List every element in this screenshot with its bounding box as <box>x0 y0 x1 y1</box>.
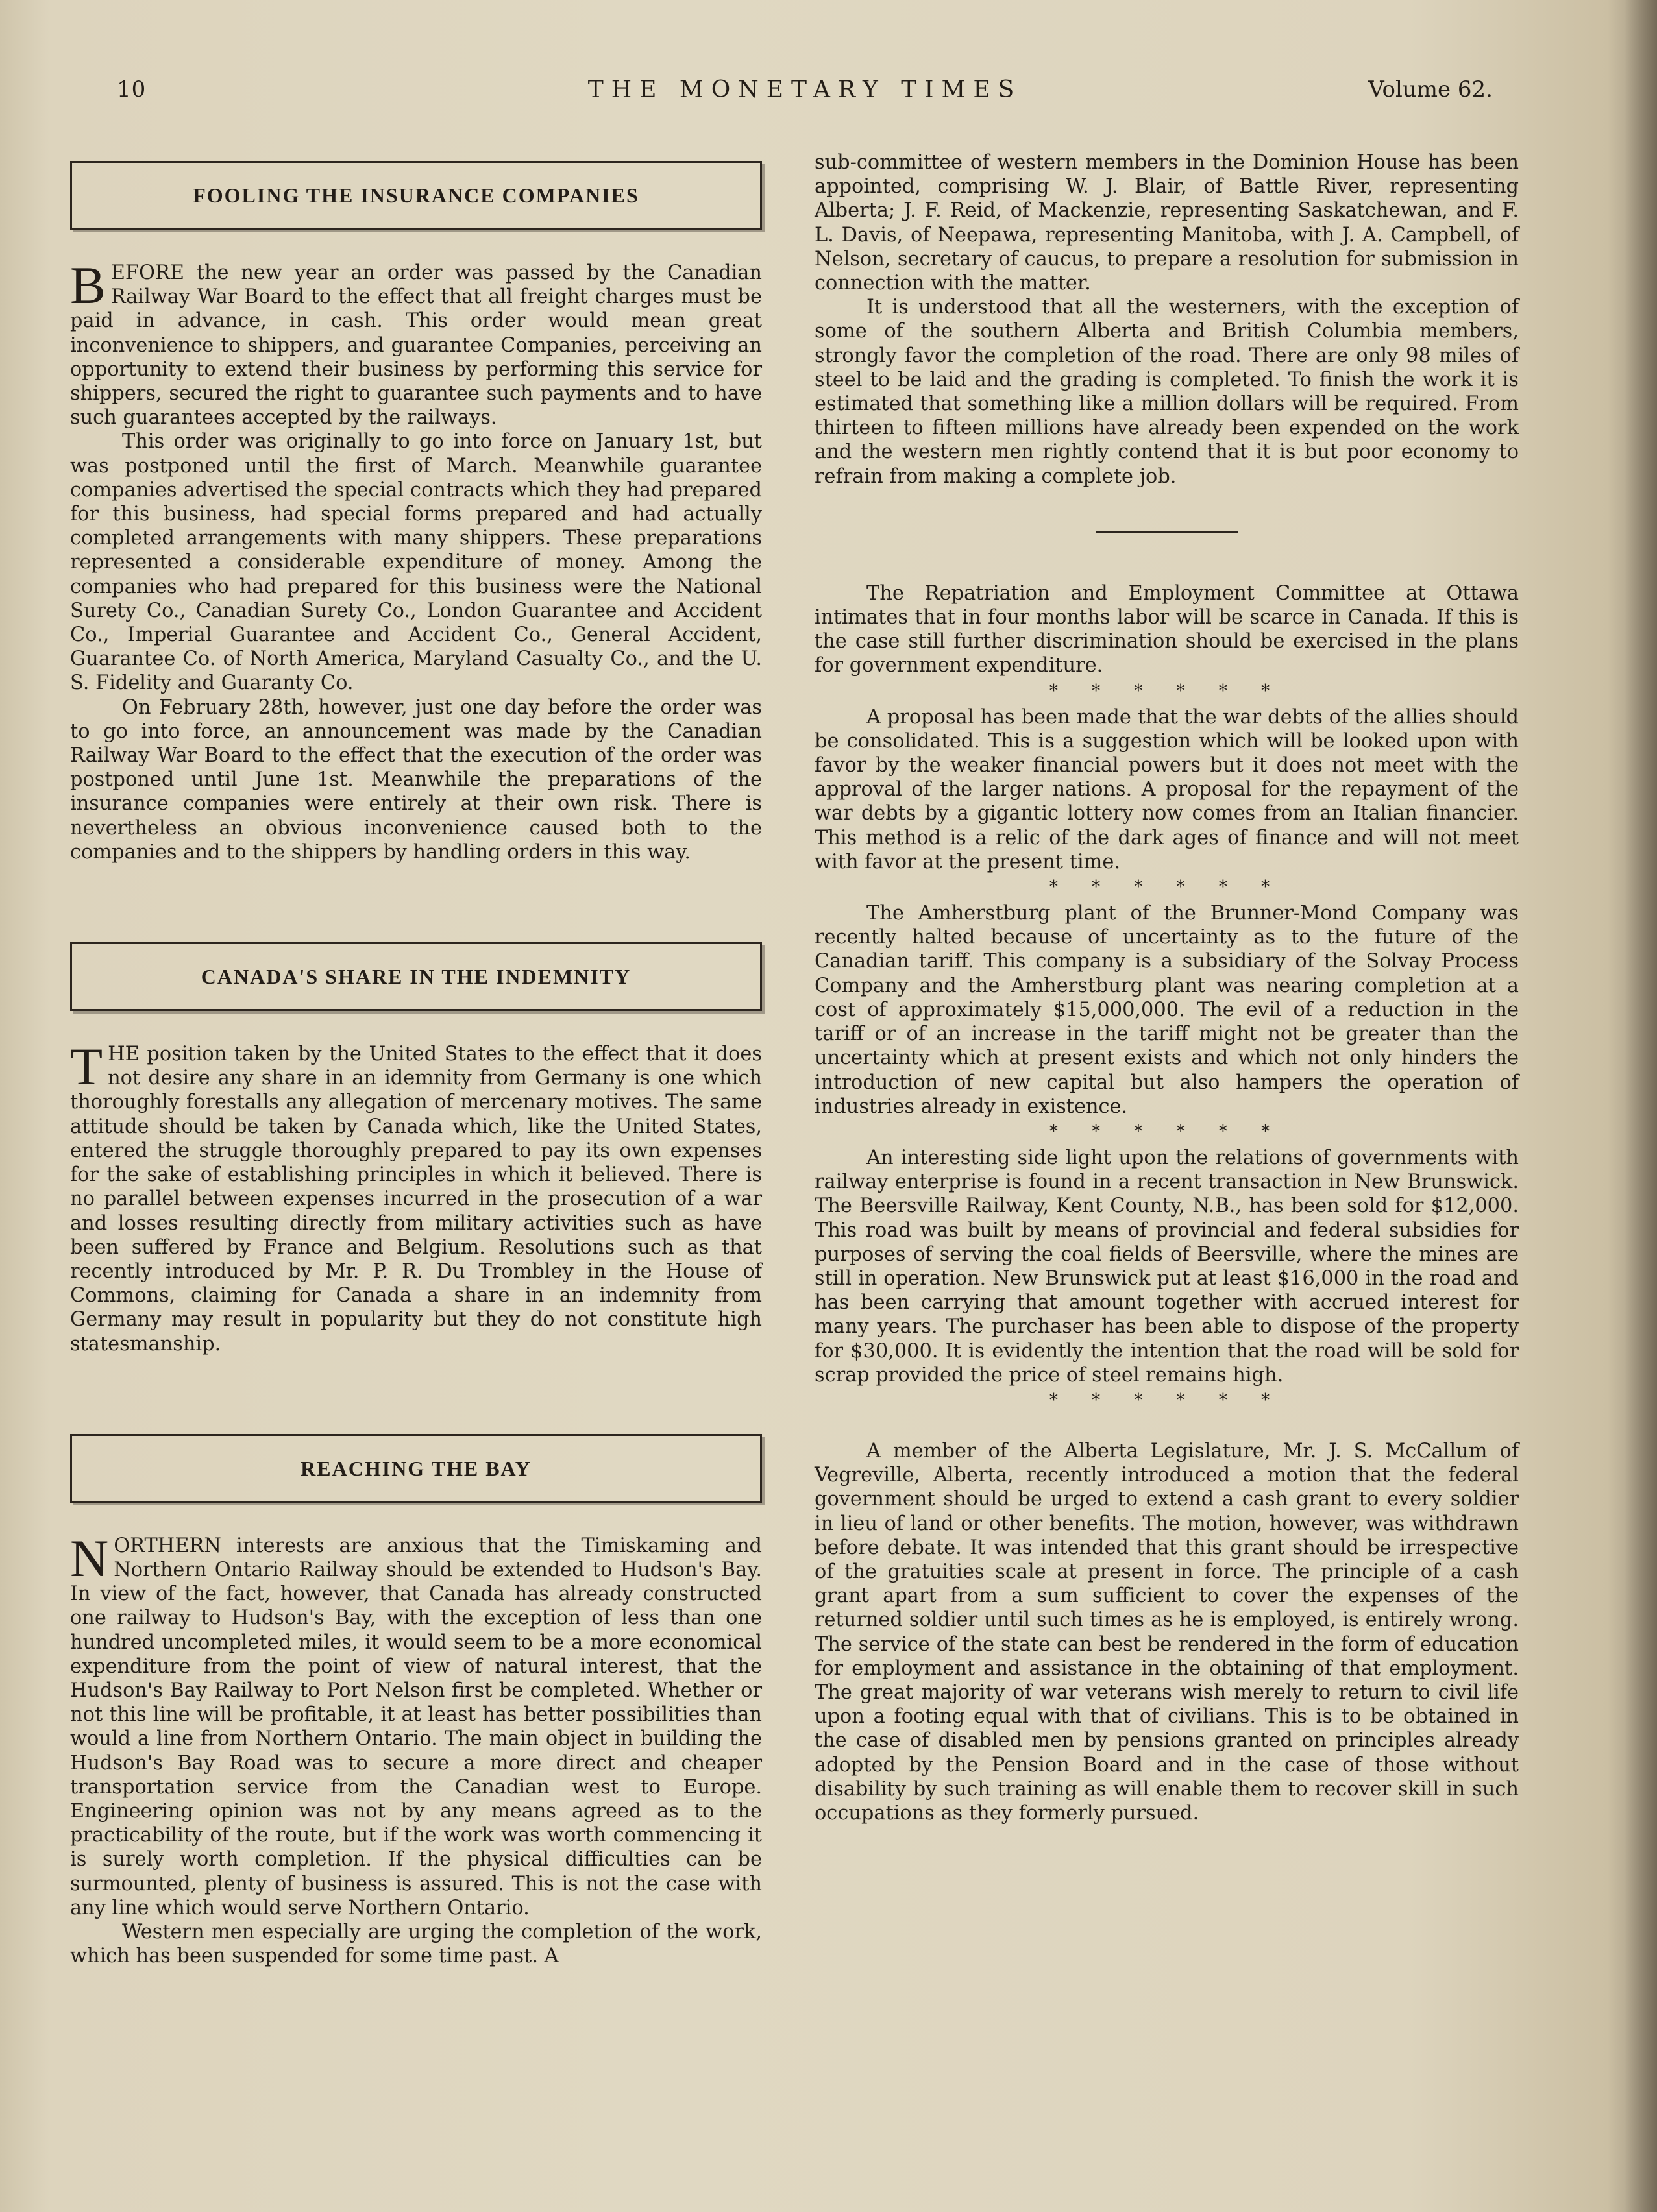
drop-cap: B <box>70 256 106 315</box>
drop-cap: N <box>70 1528 109 1588</box>
paragraph-text: HE position taken by the United States to the effect that it does not desire any share in an idemnity from Germany is one which thoroughly forestalls any allegation of mercenary motives. The same attitude should be taken by Canada which, like the United States, entered the struggle thoroughly prepared to pay its own expenses for the sake of establishing principles in which it believed. There is no parallel between expenses incurred in the prosecution of a war and losses resulting directly from military activities such as have been suffered by France and Belgium. Resolutions such as that recently introduced by Mr. P. R. Du Trombley in the House of Commons, claiming for Canada a share in an indemnity from Germany may result in popularity but they do not constitute high statesmanship. <box>70 1043 762 1355</box>
item-spacer <box>815 1415 1519 1439</box>
article-paragraph <box>70 1037 762 1356</box>
news-item: An interesting side light upon the relations of governments with railway enterprise is found in a recent transaction in New Brunswick. The Beersville Railway, Kent County, N.B., has been sold for $12,000. This road was built by means of provincial and federal subsidies for purposes of serving the coal fields of Beersville, where the mines are still in operation. New Brunswick put at least $16,000 in the road and has been carrying that amount together with accrued interest for many years. The purchaser has been able to dispose of the property for $30,000. It is evidently the intention that the road will be sold for scrap provided the price of steel remains high. <box>815 1146 1519 1387</box>
article-paragraph-continued: sub-committee of western members in the Dominion House has been appointed, comprising W. J. Blair, of Battle River, representing Alberta; J. F. Reid, of Mackenzie, representing Saskatchewan, and F. L. Davis, of Neepawa, representing Manitoba, with J. A. Campbell, of Nelson, secretary of caucus, to prepare a resolution for submission in connection with the matter. <box>815 151 1519 295</box>
star-separator: * * * * * * <box>1049 1390 1284 1410</box>
news-item: The Amherstburg plant of the Brunner-Mond Company was recently halted because of uncertainty as to the future of the Canadian tariff. This company is a subsidiary of the Solvay Process Company and the Amherstburg plant was nearing completion at a cost of approximately $15,000,000. The evil of a reduction in the tariff or of an increase in the tariff might not be greater than the uncertainty which at present exists and which not only hinders the introduction of new capital but also hampers the operation of industries already in existence. <box>815 902 1519 1118</box>
section-divider-rule <box>1096 531 1238 533</box>
section-spacer <box>70 1356 762 1434</box>
section-heading-reaching-bay: REACHING THE BAY <box>70 1434 762 1503</box>
section-heading-canada-indemnity: CANADA'S SHARE IN THE INDEMNITY <box>70 942 762 1011</box>
news-item: A proposal has been made that the war debts of the allies should be consolidated. This is a suggestion which will be looked upon with favor by the weaker financial powers but it does not meet with the approval of the larger nations. A proposal for the repayment of the war debts by a gigantic lottery now comes from an Italian financier. This method is a relic of the dark ages of finance and will not meet with favor at the present time. <box>815 705 1519 873</box>
article-paragraph <box>70 256 762 430</box>
star-separator: * * * * * * <box>1049 681 1284 701</box>
binding-shadow <box>1625 0 1657 2212</box>
article-paragraph: This order was originally to go into force on January 1st, but was postponed until the first of March. Meanwhile guarantee companies advertised the special contracts which they had prepared for this business, had special forms prepared and had actually completed arrangements with many shippers. These preparations represented a considerable expenditure of money. Among the companies who had prepared for this business were the National Surety Co., Canadian Surety Co., London Guarantee and Accident Co., Imperial Guarantee and Accident Co., General Accident, Guarantee Co. of North America, Maryland Casualty Co., and the U. S. Fidelity and Guaranty Co. <box>70 430 762 695</box>
journal-title: THE MONETARY TIMES <box>587 77 1022 103</box>
section-spacer <box>70 864 762 942</box>
article-paragraph: On February 28th, however, just one day before the order was to go into force, an announcement was made by the Canadian Railway War Board to the effect that the execution of the order was postponed until June 1st. Meanwhile the preparations of the insurance companies were entirely at their own risk. There is nevertheless an obvious inconvenience caused both to the companies and to the shippers by handling orders in this way. <box>70 696 762 864</box>
section-heading-fooling-insurance: FOOLING THE INSURANCE COMPANIES <box>70 161 762 230</box>
volume-label: Volume 62. <box>1368 77 1493 103</box>
news-item: The Repatriation and Employment Committee at Ottawa intimates that in four months labor will be scarce in Canada. If this is the case still further discrimination should be exercised in the plans for government expenditure. <box>815 581 1519 677</box>
article-paragraph: It is understood that all the westerners, with the exception of some of the southern Alberta and British Columbia members, strongly favor the completion of the road. There are only 98 miles of steel to be laid and the grading is completed. To finish the work it is estimated that something like a million dollars will be required. From thirteen to fifteen millions have already been expended on the work and the western men rightly contend that it is but poor economy to refrain from making a complete job. <box>815 296 1519 488</box>
star-separator: * * * * * * <box>1049 877 1284 897</box>
article-paragraph <box>70 1528 762 1920</box>
paragraph-text: EFORE the new year an order was passed by the Canadian Railway War Board to the effect that all freight charges must be paid in advance, in cash. This order would mean great inconvenience to shippers, and guarantee Companies, perceiving an opportunity to extend their business by performing this service for shippers, secured the right to guarantee such payments and to have such guarantees accepted by the railways. <box>70 261 762 430</box>
right-column <box>815 151 1519 1825</box>
news-item: A member of the Alberta Legislature, Mr. J. S. McCallum of Vegreville, Alberta, recently introduced a motion that the federal government should be urged to extend a cash grant to every soldier in lieu of land or other benefits. The motion, however, was withdrawn before debate. It was intended that this grant should be irrespective of the gratuities scale at present in force. The principle of a cash grant apart from a sum sufficient to cover the expenses of the returned soldier until such times as he is employed, is entirely wrong. The service of the state can best be rendered in the form of education for employment and assistance in the obtaining of that employment. The great majority of war veterans wish merely to return to civil life upon a footing equal with that of civilians. This is to be obtained in the case of disabled men by pensions granted on principles already adopted by the Pension Board and in the case of those without disability by such training as will enable them to recover skill in such occupations as they formerly pursued. <box>815 1439 1519 1825</box>
article-paragraph: Western men especially are urging the completion of the work, which has been suspended for some time past. A <box>70 1920 762 1968</box>
star-separator: * * * * * * <box>1049 1121 1284 1141</box>
running-head <box>117 77 1493 115</box>
paragraph-text: ORTHERN interests are anxious that the Timiskaming and Northern Ontario Railway should be extended to Hudson's Bay. In view of the fact, however, that Canada has already constructed one railway to Hudson's Bay, with the exception of less than one hundred uncompleted miles, it would seem to be a more economical expenditure from the point of view of natural interest, that the Hudson's Bay Railway to Port Nelson first be completed. Whether or not this line will be profitable, it at least has better possibilities than would a line from Northern Ontario. The main object in building the Hudson's Bay Road was to secure a more direct and cheaper transportation service from the Canadian west to Europe. Engineering opinion was not by any means agreed as to the practicability of the route, but if the work was worth commencing it is surely worth completion. If the physical difficulties can be surmounted, plenty of business is assured. This is not the case with any line which would serve Northern Ontario. <box>70 1534 762 1919</box>
drop-cap: T <box>70 1037 103 1097</box>
page-number: 10 <box>117 77 147 103</box>
left-column <box>70 161 762 1968</box>
